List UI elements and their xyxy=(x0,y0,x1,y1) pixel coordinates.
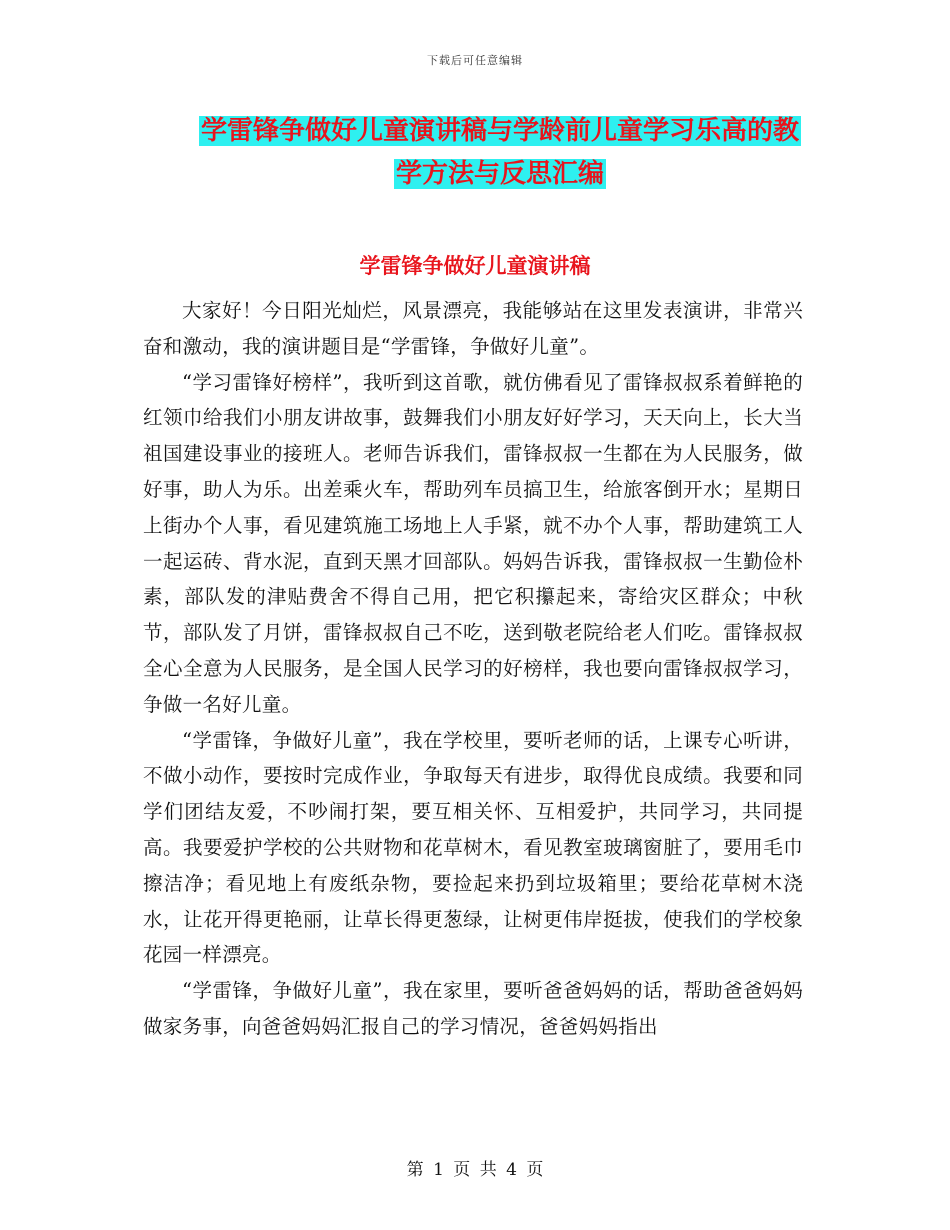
section-title: 学雷锋争做好儿童演讲稿 xyxy=(359,254,591,278)
document-title-line-2-text: 学方法与反思汇编 xyxy=(395,159,604,189)
document-title-line-2 xyxy=(190,153,810,196)
page-header-note: 下载后可任意编辑 xyxy=(427,54,523,67)
document-title-line-1 xyxy=(190,110,810,153)
paragraph-1: 大家好！今日阳光灿烂，风景漂亮，我能够站在这里发表演讲，非常兴奋和激动，我的演讲题目是“学雷锋，争做好儿童”。 xyxy=(143,299,803,358)
document-title-line-1-text: 学雷锋争做好儿童演讲稿与学龄前儿童学习乐高的教 xyxy=(200,116,799,146)
page-number-footer: 第 1 页 共 4 页 xyxy=(406,1160,544,1180)
paragraph-3: “学雷锋，争做好儿童”，我在学校里，要听老师的话，上课专心听讲，不做小动作，要按时完成作业，争取每天有进步，取得优良成绩。我要和同学们团结友爱，不吵闹打架，要互相关怀、互相爱护，共同学习，共同提高。我要爱护学校的公共财物和花草树木，看见教室玻璃窗脏了，要用毛巾擦洁净；看见地上有废纸杂物，要捡起来扔到垃圾箱里；要给花草树木浇水，让花开得更艳丽，让草长得更葱绿，让树更伟岸挺拔，使我们的学校象花园一样漂亮。 xyxy=(143,728,803,967)
paragraph-2: “学习雷锋好榜样”，我听到这首歌，就仿佛看见了雷锋叔叔系着鲜艳的红领巾给我们小朋友讲故事，鼓舞我们小朋友好好学习，天天向上，长大当祖国建设事业的接班人。老师告诉我们，雷锋叔叔一生都在为人民服务，做好事，助人为乐。出差乘火车，帮助列车员搞卫生，给旅客倒开水；星期日上街办个人事，看见建筑施工场地上人手紧，就不办个人事，帮助建筑工人一起运砖、背水泥，直到天黑才回部队。妈妈告诉我，雷锋叔叔一生勤俭朴素，部队发的津贴费舍不得自己用，把它积攥起来，寄给灾区群众；中秋节，部队发了月饼，雷锋叔叔自己不吃，送到敬老院给老人们吃。雷锋叔叔全心全意为人民服务，是全国人民学习的好榜样，我也要向雷锋叔叔学习，争做一名好儿童。 xyxy=(143,370,803,716)
paragraph-4: “学雷锋，争做好儿童”，我在家里，要听爸爸妈妈的话，帮助爸爸妈妈做家务事，向爸爸妈妈汇报自己的学习情况，爸爸妈妈指出 xyxy=(143,979,803,1038)
document-title xyxy=(190,110,810,196)
speech-body xyxy=(143,293,803,1045)
